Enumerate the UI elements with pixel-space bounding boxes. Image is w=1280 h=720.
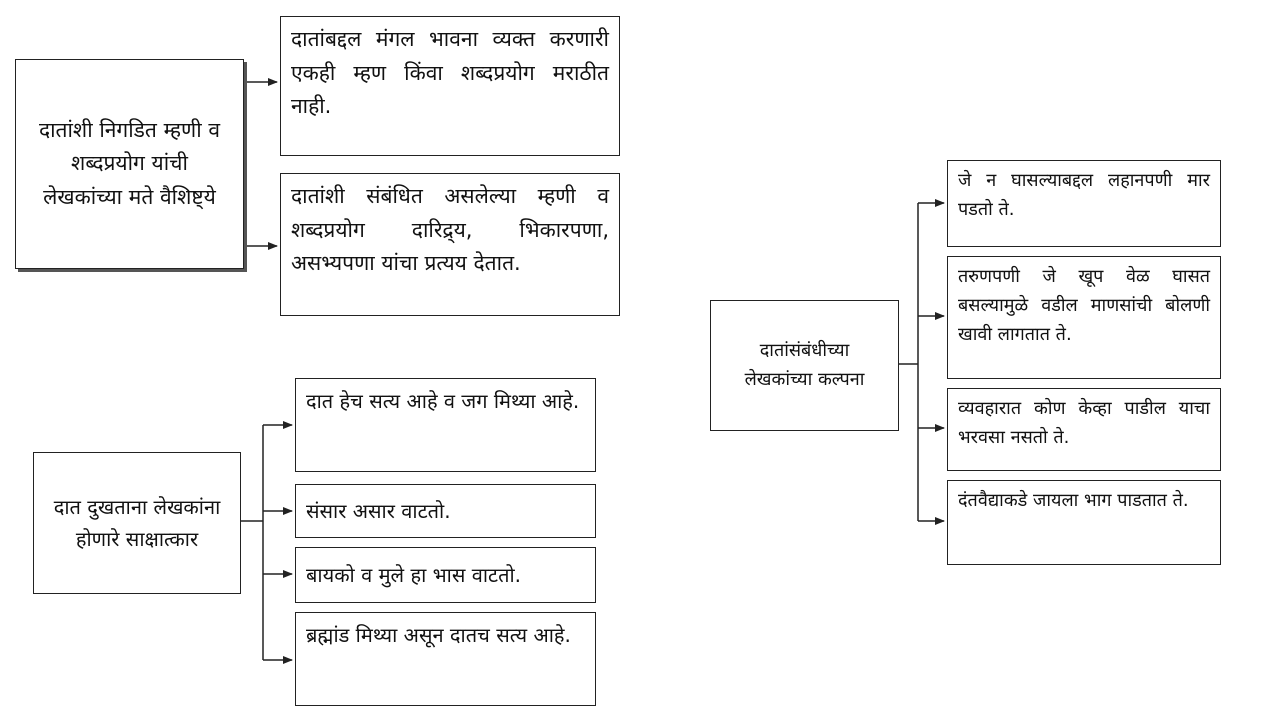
bl-child-text-3: बायको व मुले हा भास वाटतो. [306,563,522,587]
tl-child-box-2 [280,173,620,316]
r-root-box [710,300,899,431]
tl-root-text: दातांशी निगडित म्हणी व शब्दप्रयोग यांची लेखकांच्या मते वैशिष्ट्ये [38,117,221,209]
tl-child-text-1: दातांबद्दल मंगल भावना व्यक्त करणारी एकही म्हण किंवा शब्दप्रयोग मराठीत नाही. [291,27,609,119]
r-child-box-4 [947,480,1221,565]
bl-root-text: दात दुखताना लेखकांना होणारे साक्षात्कार [53,495,221,551]
r-child-text-1: जे न घासल्याबद्दल लहानपणी मार पडतो ते. [958,170,1210,220]
bl-child-box-1 [295,378,596,472]
bl-child-box-4 [295,612,596,706]
bl-child-box-2 [295,484,596,538]
r-child-text-4: दंतवैद्याकडे जायला भाग पाडतात ते. [958,490,1189,511]
bl-child-box-3 [295,547,596,603]
r-child-box-3 [947,388,1221,471]
bl-child-text-1: दात हेच सत्य आहे व जग मिथ्या आहे. [306,389,580,413]
r-child-text-3: व्यवहारात कोण केव्हा पाडील याचा भरवसा नसतो ते. [958,398,1210,448]
tl-root-box [15,59,244,269]
tl-child-text-2: दातांशी संबंधित असलेल्या म्हणी व शब्दप्रयोग दारिद्र्य, भिकारपणा, असभ्यपणा यांचा प्रत्यय देतात. [291,184,609,276]
bl-root-box [33,452,241,594]
r-child-box-2 [947,256,1221,379]
r-child-text-2: तरुणपणी जे खूप वेळ घासत बसल्यामुळे वडील माणसांची बोलणी खावी लागतात ते. [958,266,1210,345]
tl-child-box-1 [280,16,620,156]
r-root-text: दातांसंबंधीच्या लेखकांच्या कल्पना [744,339,865,390]
bl-child-text-4: ब्रह्मांड मिथ्या असून दातच सत्य आहे. [306,623,571,647]
bl-child-text-2: संसार असार वाटतो. [306,499,451,523]
r-child-box-1 [947,160,1221,247]
